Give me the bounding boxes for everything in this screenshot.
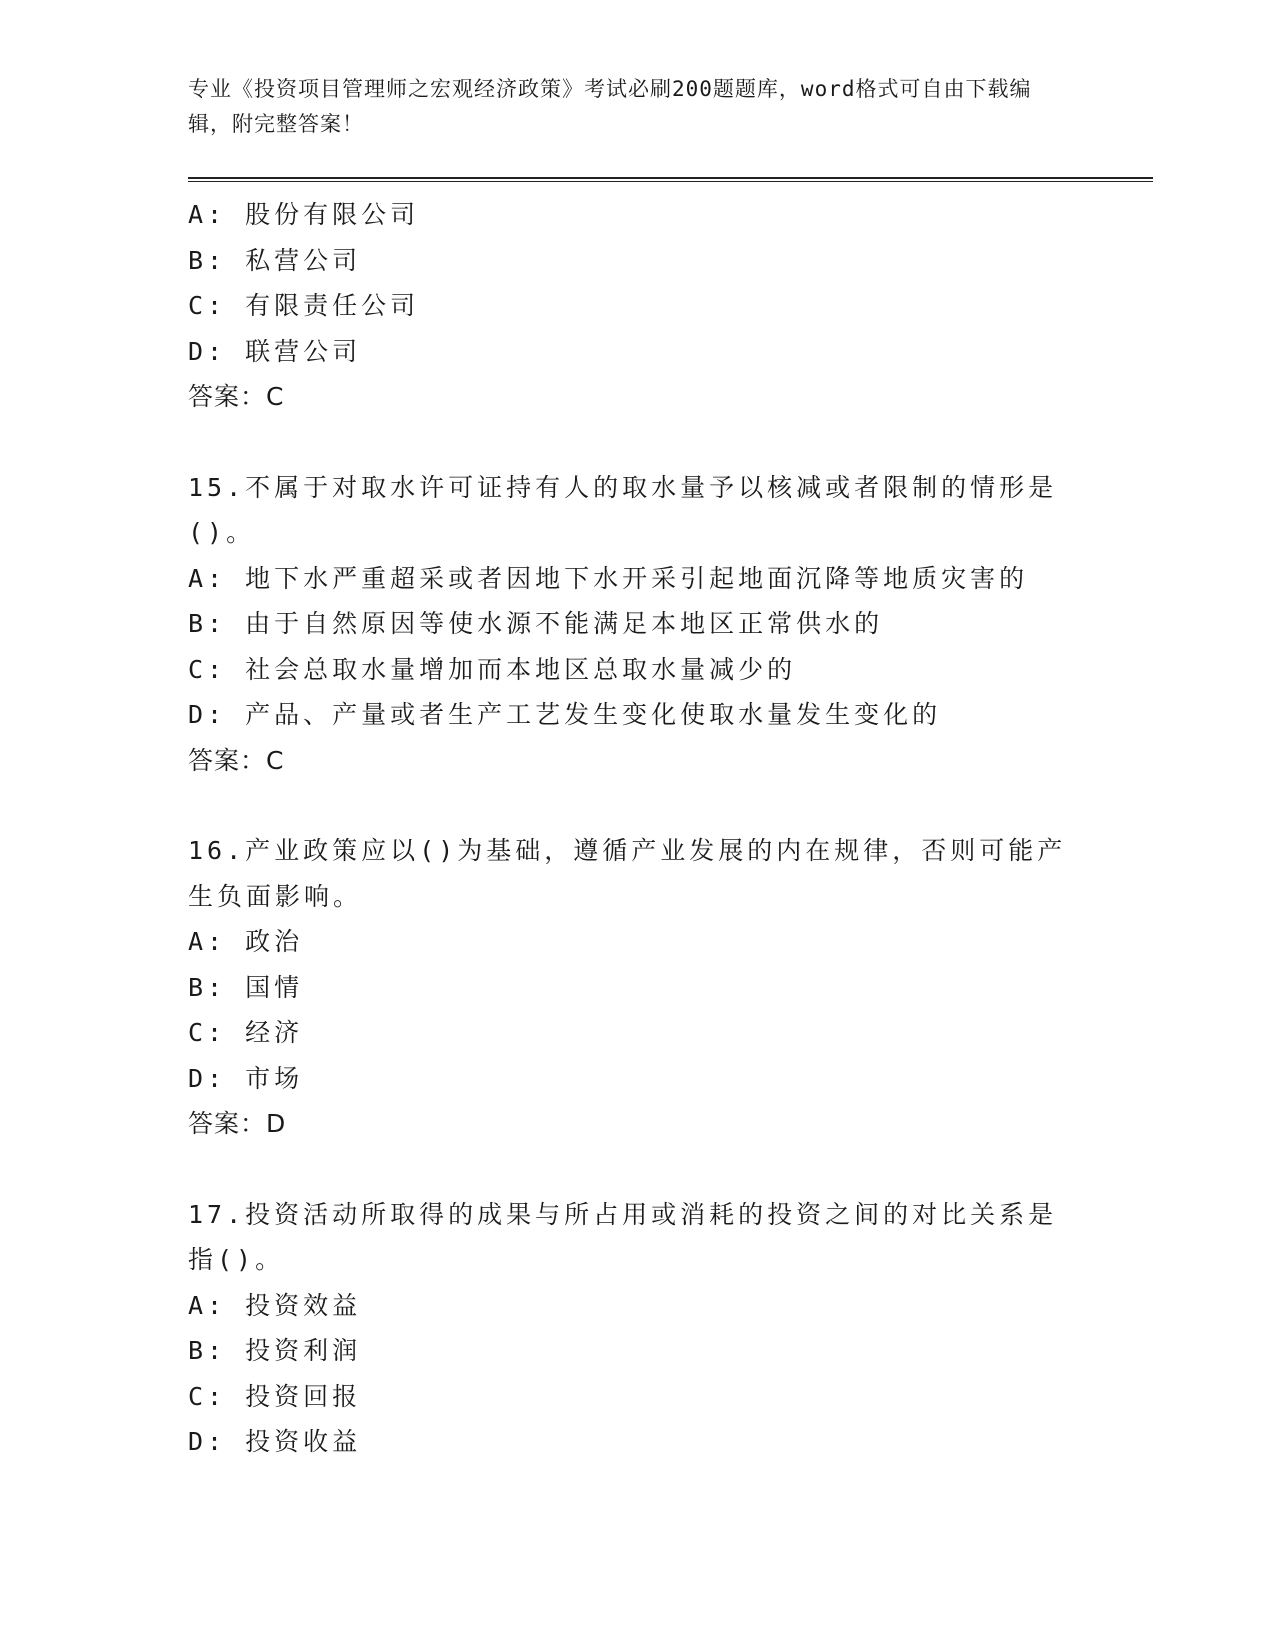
spacer bbox=[188, 420, 1153, 465]
question-list bbox=[188, 192, 1153, 1465]
question-stem: 15.不属于对取水许可证持有人的取水量予以核减或者限制的情形是()。 bbox=[188, 472, 1058, 547]
question-14 bbox=[188, 192, 1153, 420]
option-c: C: 有限责任公司 bbox=[188, 291, 420, 320]
option-c: C: 社会总取水量增加而本地区总取水量减少的 bbox=[188, 654, 797, 684]
answer: 答案：C bbox=[188, 382, 285, 411]
option-b: B: 投资利润 bbox=[188, 1336, 362, 1365]
question-stem: 16.产业政策应以()为基础，遵循产业发展的内在规律，否则可能产生负面影响。 bbox=[188, 836, 1067, 911]
question-15 bbox=[188, 465, 1153, 784]
option-b: B: 私营公司 bbox=[188, 245, 362, 275]
document-header: 专业《投资项目管理师之宏观经济政策》考试必刷200题题库，word格式可自由下载编辑，附完整答案！ bbox=[188, 77, 1032, 136]
answer: 答案：C bbox=[188, 745, 285, 775]
option-d: D: 联营公司 bbox=[188, 336, 362, 366]
option-d: D: 产品、产量或者生产工艺发生变化使取水量发生变化的 bbox=[188, 700, 942, 729]
question-stem: 17.投资活动所取得的成果与所占用或消耗的投资之间的对比关系是指()。 bbox=[188, 1199, 1058, 1274]
spacer bbox=[188, 783, 1153, 828]
option-d: D: 市场 bbox=[188, 1063, 304, 1093]
header-divider bbox=[188, 177, 1153, 182]
option-d: D: 投资收益 bbox=[188, 1427, 362, 1456]
spacer bbox=[188, 1147, 1153, 1192]
question-17 bbox=[188, 1192, 1153, 1465]
question-16 bbox=[188, 828, 1153, 1147]
option-a: A: 股份有限公司 bbox=[188, 200, 420, 229]
answer: 答案：D bbox=[188, 1109, 287, 1138]
option-b: B: 国情 bbox=[188, 972, 304, 1002]
option-a: A: 政治 bbox=[188, 927, 304, 956]
option-c: C: 投资回报 bbox=[188, 1381, 362, 1411]
option-a: A: 地下水严重超采或者因地下水开采引起地面沉降等地质灾害的 bbox=[188, 563, 1029, 593]
option-b: B: 由于自然原因等使水源不能满足本地区正常供水的 bbox=[188, 609, 884, 638]
option-c: C: 经济 bbox=[188, 1018, 304, 1047]
option-a: A: 投资效益 bbox=[188, 1290, 362, 1320]
